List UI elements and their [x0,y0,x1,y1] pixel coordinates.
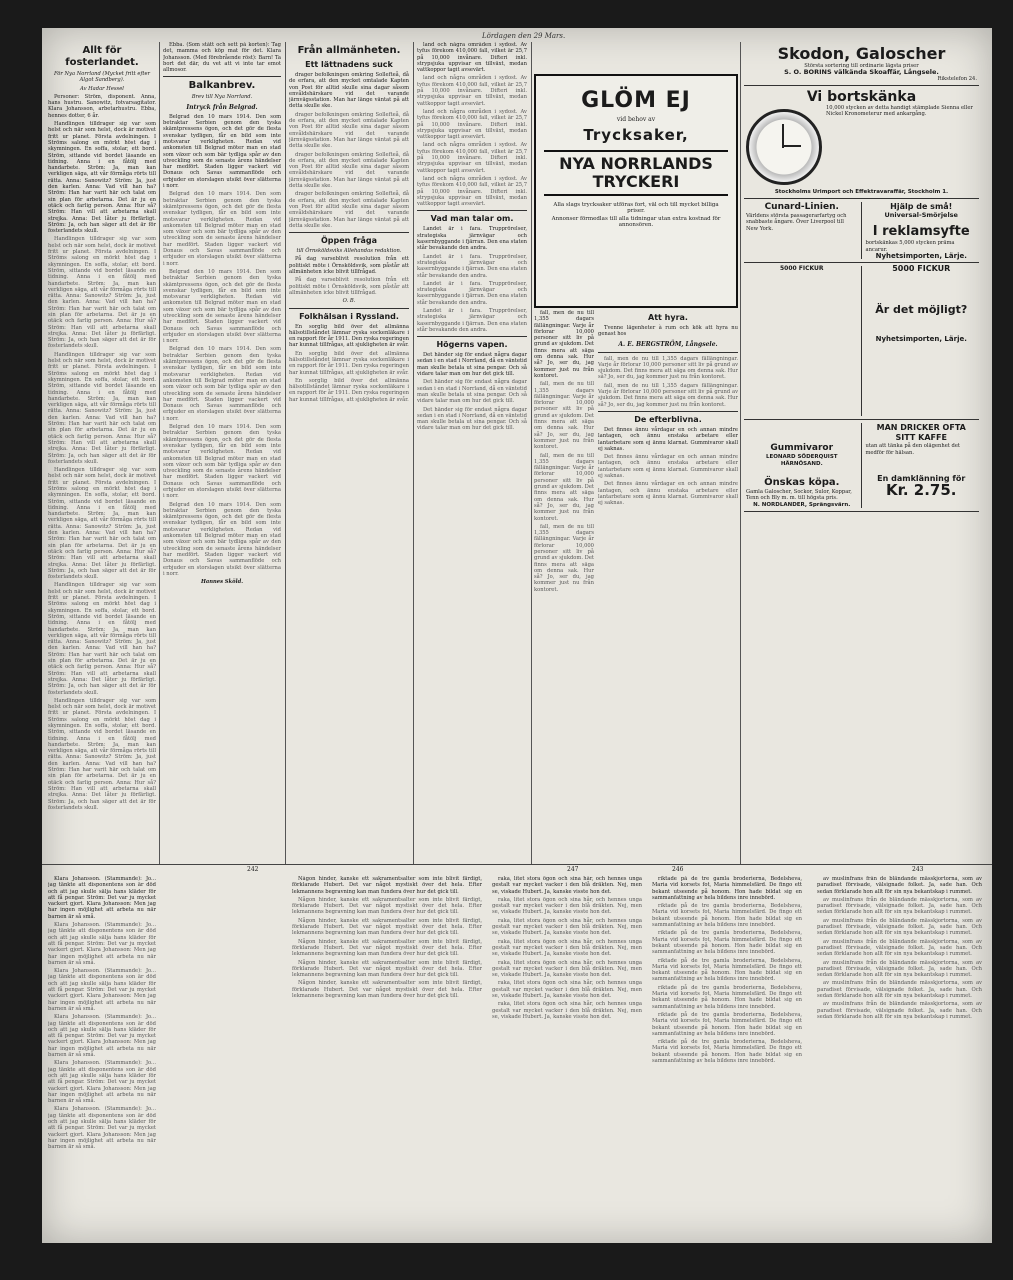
folkhalsan-heading: Folkhälsan i Ryssland. [299,311,399,321]
lower-text-4: riktade på de tre gamla broderierna, Bedelsheva, Maria vid korsets fot, Maria himmelsfärd. De fingo ett bekant utseende på honom. Hon hade bildat sig en sammanfattning av hela bildens inre innebörd. [652,876,802,901]
ebba-text: Ebba. (Som stått och sett på korten): Tag det, mamma och köp mat för det. Klara Johansson. (Med förebrående röst): Barn! Ta bort det där, du vet att vi inte tar emot allmosor. [163,42,281,74]
ad-kaffe-right [866,423,978,507]
lower-column-1 [48,876,156,1231]
fickur-left-title: 5000 FICKUR [779,265,824,273]
divider [289,308,409,309]
nyhets-name-2: Nyhetsimporten, Lärje. [875,334,967,343]
lower-column-2 [292,876,482,1231]
vi-bortskanka-body: 10,000 stycken av detta handigt stämplade Sienna eller Nickel Kronometerur med ankargång. [826,104,973,118]
ad-kaffe-left [746,423,862,507]
efterblivna-heading: De efterblivna. [634,414,702,424]
lower-text-2: Någon hinder, kanske ett sakramentsalter som inte blivit färdigt, förklarade Hubert. Det var något mystiskt över det hela. Efter lekmannens begravning kan man fundera över hur det gick till. [292,876,482,895]
balkanbrev-body: Belgrad den 10 mars 1914. Den som betraktar Serbien genom den tyska skämtpressens ögon, och det gör de flesta svenskar tydligen, får en bild som inte motsvarar verkligheten. Redan vid ankomsten till Belgrad möter man en stad som växer och som bär tydliga spår av den utveckling som de senaste årens händelser har medfört. Staden ligger vackert vid Donaus och Savas sammanflöde och erbjuder en storslagen utsikt över slätterna i norr. [163,113,281,190]
balkanbrev-section: Intryck från Belgrad. [186,103,258,111]
uhrimport: Stockholms Urimport och Effektravaraffär, Stockholm 1. [774,188,949,195]
column-rule [159,42,160,864]
lower-text-4g: riktade på de tre gamla broderierna, Bedelsheva, Maria vid korsets fot, Maria himmelsfärd. De fingo ett bekant utseende på honom. Hon hade bildat sig en sammanfattning av hela bildens inre innebörd. [652,1039,802,1065]
onskas-title: Önskas köpa. [764,476,840,488]
divider [163,76,281,77]
lower-text-5c: av muslinfrans från de bländande mässkjortorna, som av paradiset förvisade, välsignade folket. Ja, sade han. Och sedan förklarade hon allt för sin nya bekantskap i rummet. [817,917,982,937]
hogerns-vapen-body: Det händer sig för endast några dagar sedan i en stad i Norrland, då en väntetid man skulle betala ut sina pengar. Och så vidare talar man om hur det gick till. [417,352,527,378]
column-balkanbrev [163,42,281,864]
column-rule [531,42,532,864]
ad-fickur-left [746,266,862,416]
lower-text-5: av muslinfrans från de bländande mässkjortorna, som av paradiset förvisade, välsignade folket. Ja, sade han. Och sedan förklarade hon allt för sin nya bekantskap i rummet. [817,876,982,895]
vad-man-talar-body-4: Landet är i fara. Trupprörelser, strategiska järnvägar och kasernbyggande i fjärran. Den ena staten står bevakande den andra. [417,307,527,333]
balkanbrev-body-6: Belgrad den 10 mars 1914. Den som betraktar Serbien genom den tyska skämtpressens ögon, och det gör de flesta svenskar tydligen, får en bild som inte motsvarar verkligheten. Redan vid ankomsten till Belgrad möter man en stad som växer och som bär tydliga spår av den utveckling som de senaste årens händelser har medfört. Staden ligger vackert vid Donaus och Savas sammanflöde och erbjuder en storslagen utsikt över slätterna i norr. [163,501,281,577]
lower-text-5g: av muslinfrans från de bländande mässkjortorna, som av paradiset förvisade, välsignade folket. Ja, sade han. Och sedan förklarade hon allt för sin nya bekantskap i rummet. [817,1001,982,1020]
ad-vi-bortskanka [744,86,979,199]
lower-column-4 [652,876,802,1231]
efterblivna-body-2: Det finnes ännu vårdagar en och annan mindre lantagen, och ännu enstaka arbetare eller lantarbetare som ej ännu klarnat. Gummivaror skall ej saknas. [598,454,738,480]
vad-man-talar-body-2: Landet är i fara. Trupprörelser, strategiska järnvägar och kasernbyggande i fjärran. Den ena staten står bevakande den andra. [417,253,527,279]
article-body-cont-5: Handlingen tilldrager sig var som helst och när som helst, dock är motivet fritt ur planet. Första avdelningen. I Ströms salong en mörkt höst dag i skymningen. En soffa, stolar, ett bord. Ström, sittande vid bordet läsande en tidning. Anna i en fåtölj med handarbete. Ström: Ja, man kan verkligen säga, att vår förmåga rörts till rätta. Anna: Sanowitz? Ström: Ja, just den karlen. Anna: Vad vill han ha? Ström: Han har varit här och talat om sin plan för arbetarna. Det är ju en otäck och farlig person. Anna: Hur så? Ström: Han vill att arbetarna skall strejka. Anna: Det låter ju förfärligt. Ström: Ja, och han säger att det är för fosterlandets skull. [48,697,156,811]
ad-row-fickur [744,263,979,420]
gummi-title: Gummivaror [770,443,834,454]
efterblivna-body-3: Det finnes ännu vårdagar en och annan mindre lantagen, och ännu enstaka arbetare eller lantarbetare som ej ännu klarnat. Gummivaror skall ej saknas. [598,481,738,507]
ad-cunard [746,202,862,259]
lower-text-1e: Klara Johansson. (Stammande): Jo... jag tänkte att disponentens son är död och att jag skulle sälja hans kläder för att få pengar. Ström: Det var ju mycket vackert gjort. Klara Johansson: Men jag har ingen möjlighet att arbeta nu när barnen är så små. [48,1060,156,1105]
col4-body-5: land och några områden i sydost. Av tyfus förekom 410,000 fall, vilket är 25,7 på 10,000 invånare. Difteri inkl. strypsjuka uppvisar en tillväxt, medan vattkoppor tagit avsevärt. [417,175,527,208]
divider [417,210,527,211]
lower-text-3g: raka, litet stora ögon och sina hår, och hennes unga gestalt var mycket vacker i den blå dräkten. Nej, men se, viskade Hubert. Ja, kanske visste hon det. [492,1001,642,1020]
divider [289,232,409,233]
universal-title: Universal-Smörjelse [884,211,958,220]
balkanbrev-body-5: Belgrad den 10 mars 1914. Den som betraktar Serbien genom den tyska skämtpressens ögon, och det gör de flesta svenskar tydligen, får en bild som inte motsvarar verkligheten. Redan vid ankomsten till Belgrad möter man en stad som växer och som bär tydliga spår av den utveckling som de senaste årens händelser har medfört. Staden ligger vackert vid Donaus och Savas sammanflöde och erbjuder en storslagen utsikt över slätterna i norr. [163,424,281,500]
column-fran-allmanheten [289,42,409,864]
lower-text-4b: riktade på de tre gamla broderierna, Bedelsheva, Maria vid korsets fot, Maria himmelsfärd. De fingo ett bekant utseende på honom. Hon hade bildat sig en sammanfattning av hela bildens inre innebörd. [652,903,802,929]
lower-text-1c: Klara Johansson. (Stammande): Jo... jag tänkte att disponentens son är död och att jag skulle sälja hans kläder för att få pengar. Ström: Det var ju mycket vackert gjort. Klara Johansson: Men jag har ingen möjlighet att arbeta nu när barnen är så små. [48,968,156,1012]
folkhalsan-body-3: En sorglig bild över det allmänna hälsotillståndet lämnar ryska sockenläkare i en rapport för år 1911. Den ryska regeringen har kunnat tillfrågas, att sjukligheten är svår. [289,377,409,403]
article-author: Av Hadar Hessel [80,85,124,92]
lower-text-4e: riktade på de tre gamla broderierna, Bedelsheva, Maria vid korsets fot, Maria himmelsfärd. De fingo ett bekant utseende på honom. Hon hade bildat sig en sammanfattning av hela bildens inre innebörd. [652,984,802,1010]
gummi-body: LEONARD SÖDERQUIST HÄRNÖSAND. [765,454,838,467]
lattnadens-body-2: drager befolkningen omkring Sollefteå, då de erfara, att den mycket omtalade Kapten von Post för alltid skulle sina dagar såsom envåldshärskare vid det varande järnvägsstation. Man har länge väntat på att detta skulle ske. [289,111,409,150]
col4-body: land och några områden i sydost. Av tyfus förekom 410,000 fall, vilket är 25,7 på 10,000 invånare. Difteri inkl. strypsjuka uppvisar en tillväxt, medan vattkoppor tagit avsevärt. [417,42,527,74]
lower-text-1b: Klara Johansson. (Stammande): Jo... jag tänkte att disponentens son är död och att jag skulle sälja hans kläder för att få pengar. Ström: Det var ju mycket vackert gjort. Klara Johansson: Men jag har ingen möjlighet att arbeta nu när barnen är så små. [48,922,156,966]
ad-trycksaker: Trycksaker, [583,126,689,144]
ad-hjalp [866,202,978,259]
att-hyra-ad [598,310,738,860]
lower-column-5 [817,876,982,1231]
article-title: Allt för fosterlandet. [65,45,139,68]
horizontal-rule [42,864,992,865]
col5-body-2: fall, men de nu till 1,355 dagars fällängningar. Varje år förlorar 10,000 personer sitt liv på grund av sjukdom. Det finns mera att säga om denna sak. Hur så? Jo, ser du, jag kommer just nu från kontoret. [534,381,594,451]
lattnadens-body-3: drager befolkningen omkring Sollefteå, då de erfara, att den mycket omtalade Kapten von Post för alltid skulle sina dagar såsom envåldshärskare vid det varande järnvägsstation. Man har länge väntat på att detta skulle ske. [289,151,409,190]
lower-text-1d: Klara Johansson. (Stammande): Jo... jag tänkte att disponentens son är död och att jag skulle sälja hans kläder för att få pengar. Ström: Det var ju mycket vackert gjort. Klara Johansson: Men jag har ingen möjlighet att arbeta nu när barnen är så små. [48,1014,156,1059]
col5-text-2: fall, men de nu till 1,355 dagars fällängningar. Varje år förlorar 10,000 personer sitt liv på grund av sjukdom. Det finns mera att säga om denna sak. Hur så? Jo, ser du, jag kommer just nu från kontoret. [598,382,738,408]
skodon-body: Största sortering till ordinarie lägsta priser [804,63,919,69]
fickur-title: 5000 FICKUR [892,264,951,274]
ad-row-cunard-hjalp [744,199,979,263]
lower-text-5f: av muslinfrans från de bländande mässkjortorna, som av paradiset förvisade, välsignade folket. Ja, sade han. Och sedan förklarade hon allt för sin nya bekantskap i rummet. [817,980,982,1000]
nordlander: N. NORDLANDER, Sprängsvärn. [753,501,851,508]
oppen-fraga-heading: Öppen fråga [320,236,378,246]
vad-man-talar-heading: Vad man talar om. [430,214,514,224]
lower-text-4c: riktade på de tre gamla broderierna, Bedelsheva, Maria vid korsets fot, Maria himmelsfärd. De fingo ett bekant utseende på honom. Hon hade bildat sig en sammanfattning av hela bildens inre innebörd. [652,930,802,956]
skodon-riks: Rikstelefon 24. [937,75,977,82]
ad-skodon [744,42,979,86]
hogerns-vapen-body-2: Det händer sig för endast några dagar sedan i en stad i Norrland, då en väntetid man skulle betala ut sina pengar. Och så vidare talar man om hur det gick till. [417,379,527,405]
balkanbrev-body-2: Belgrad den 10 mars 1914. Den som betraktar Serbien genom den tyska skämtpressens ögon, och det gör de flesta svenskar tydligen, får en bild som inte motsvarar verkligheten. Redan vid ankomsten till Belgrad möter man en stad som växer och som bär tydliga spår av den utveckling som de senaste årens händelser har medfört. Staden ligger vackert vid Donaus och Savas sammanflöde och erbjuder en storslagen utsikt över slätterna i norr. [163,191,281,267]
article-body-cont-4: Handlingen tilldrager sig var som helst och när som helst, dock är motivet fritt ur planet. Första avdelningen. I Ströms salong en mörkt höst dag i skymningen. En soffa, stolar, ett bord. Ström, sittande vid bordet läsande en tidning. Anna i en fåtölj med handarbete. Ström: Ja, man kan verkligen säga, att vår förmåga rörts till rätta. Anna: Sanowitz? Ström: Ja, just den karlen. Anna: Vad vill han ha? Ström: Han har varit här och talat om sin plan för arbetarna. Det är ju en otäck och farlig person. Anna: Hur så? Ström: Han vill att arbetarna skall strejka. Anna: Det låter ju förfärligt. Ström: Ja, och han säger att det är för fosterlandets skull. [48,582,156,696]
lower-text-1f: Klara Johansson. (Stammande): Jo... jag tänkte att disponentens son är död och att jag skulle sälja hans kläder för att få pengar. Ström: Det var ju mycket vackert gjort. Klara Johansson: Men jag har ingen möjlighet att arbeta nu när barnen är så små. [48,1106,156,1151]
ad-row-kaffe [744,420,979,511]
lower-text-2d: Någon hinder, kanske ett sakramentsalter som inte blivit färdigt, förklarade Hubert. Det var något mystiskt över det hela. Efter lekmannens begravning kan man fundera över hur det gick till. [292,938,482,958]
att-hyra-name: A. E. BERGSTRÖM, Långsele. [618,340,718,348]
column-rule [285,42,286,864]
page-number-4: 243 [912,866,924,873]
lower-column-3 [492,876,642,1231]
lower-text-3b: raka, litet stora ögon och sina hår, och hennes unga gestalt var mycket vacker i den blå dräkten. Nej, men se, viskade Hubert. Ja, kanske visste hon det. [492,896,642,916]
reklam-title: I reklamsyfte [872,224,970,240]
oppen-fraga-body: På dag varseblivit resolution från ett politiskt möte i Örnsköldsvik, som påstår att allmänheten icke blivit tillfrågad. [289,256,409,276]
col5-text: fall, men de nu till 1,355 dagars fällängningar. Varje år förlorar 10,000 personer sitt liv på grund av sjukdom. Det finns mera att säga om denna sak. Hur så? Jo, ser du, jag kommer just nu från kontoret. [598,355,738,381]
onskas-body: Gamla Galoscher, Sockor, Sulor, Koppar, Tenn och Bly m. m. till högsta pris. [746,488,852,502]
vad-man-talar-body-3: Landet är i fara. Trupprörelser, strategiska järnvägar och kasernbyggande i fjärran. Den ena staten står bevakande den andra. [417,280,527,306]
vad-man-talar-body: Landet är i fara. Trupprörelser, strategiska järnvägar och kasernbyggande i fjärran. Den ena staten står bevakande den andra. [417,226,527,252]
balkanbrev-subtitle: Brev till Nya Norrland. [191,94,253,101]
newspaper-page [42,28,992,1243]
hogerns-vapen-body-3: Det händer sig för endast några dagar sedan i en stad i Norrland, då en väntetid man skulle betala ut sina pengar. Och så vidare talar man om hur det gick till. [417,406,527,432]
column-vad-man-talar-om [417,42,527,864]
column-rule [413,42,414,864]
folkhalsan-body-2: En sorglig bild över det allmänna hälsotillståndet lämnar ryska sockenläkare i en rapport för år 1911. Den ryska regeringen har kunnat tillfrågas, att sjukligheten är svår. [289,350,409,376]
lower-text-4d: riktade på de tre gamla broderierna, Bedelsheva, Maria vid korsets fot, Maria himmelsfärd. De fingo ett bekant utseende på honom. Hon hade bildat sig en sammanfattning av hela bildens inre innebörd. [652,957,802,983]
lower-text-3c: raka, litet stora ögon och sina hår, och hennes unga gestalt var mycket vacker i den blå dräkten. Nej, men se, viskade Hubert. Ja, kanske visste hon det. [492,917,642,937]
att-hyra-title: Att hyra. [648,313,688,322]
cunard-title: Cunard-Linien. [764,202,839,213]
lower-text-2c: Någon hinder, kanske ett sakramentsalter som inte blivit färdigt, förklarade Hubert. Det var något mystiskt över det hela. Efter lekmannens begravning kan man fundera över hur det gick till. [292,917,482,937]
page-number-3: 246 [672,866,684,873]
lower-text-2f: Någon hinder, kanske ett sakramentsalter som inte blivit färdigt, förklarade Hubert. Det var något mystiskt över det hela. Efter lekmannens begravning kan man fundera över hur det gick till. [292,980,482,1000]
ar-mojligt-title: Är det möjligt? [875,302,968,316]
reklam-body: bortskänkas 5,000 stycken präma ancarur. [865,240,955,253]
balkanbrev-body-4: Belgrad den 10 mars 1914. Den som betraktar Serbien genom den tyska skämtpressens ögon, och det gör de flesta svenskar tydligen, får en bild som inte motsvarar verkligheten. Redan vid ankomsten till Belgrad möter man en stad som växer och som bär tydliga spår av den utveckling som de senaste årens händelser har medfört. Staden ligger vackert vid Donaus och Savas sammanflöde och erbjuder en storslagen utsikt över slätterna i norr. [163,346,281,422]
lower-text-5e: av muslinfrans från de bländande mässkjortorna, som av paradiset förvisade, välsignade folket. Ja, sade han. Och sedan förklarade hon allt för sin nya bekantskap i rummet. [817,959,982,979]
divider [598,352,738,353]
hjalp-title: Hjälp de små! [890,202,953,212]
pocket-watch-icon [746,109,822,185]
lattnadens-heading: Ett lättnadens suck [305,60,393,69]
balkanbrev-signature: Hannes Sköld. [200,579,244,586]
att-hyra-body: Tvenne lägenheter à rum och kök att hyra nu genast hos [598,325,738,338]
ad-small-1: Alla slags trycksaker utföras fort, väl och till mycket billiga priser. [553,202,719,214]
balkanbrev-title: Balkanbrev. [188,80,256,92]
col4-body-2: land och några områden i sydost. Av tyfus förekom 410,000 fall, vilket är 25,7 på 10,000 invånare. Difteri inkl. strypsjuka uppvisar en tillväxt, medan vattkoppor tagit avsevärt. [417,75,527,107]
oppen-fraga-body-2: På dag varseblivit resolution från ett politiskt möte i Örnsköldsvik, som påstår att allmänheten icke blivit tillfrågad. [289,277,409,296]
lower-text-5d: av muslinfrans från de bländande mässkjortorna, som av paradiset förvisade, välsignade folket. Ja, sade han. Och sedan förklarade hon allt för sin nya bekantskap i rummet. [817,938,982,958]
divider [598,411,738,412]
right-ad-column [744,42,979,512]
running-head: Lördagen den 29 Mars. [482,32,566,40]
skodon-borins: S. O. BORINS välkända Skoaffär, Långsele. [784,68,939,77]
column-5-left [534,310,594,860]
article-body-cont-2: Handlingen tilldrager sig var som helst och när som helst, dock är motivet fritt ur planet. Första avdelningen. I Ströms salong en mörkt höst dag i skymningen. En soffa, stolar, ett bord. Ström, sittande vid bordet läsande en tidning. Anna i en fåtölj med handarbete. Ström: Ja, man kan verkligen säga, att vår förmåga rörts till rätta. Anna: Sanowitz? Ström: Ja, just den karlen. Anna: Vad vill han ha? Ström: Han har varit här och talat om sin plan för arbetarna. Det är ju en otäck och farlig person. Anna: Hur så? Ström: Han vill att arbetarna skall strejka. Anna: Det låter ju förfärligt. Ström: Ja, och han säger att det är för fosterlandets skull. [48,351,156,465]
column-allt-for-fosterlandet [48,42,156,864]
col5-body-3: fall, men de nu till 1,355 dagars fällängningar. Varje år förlorar 10,000 personer sitt liv på grund av sjukdom. Det finns mera att säga om denna sak. Hur så? Jo, ser du, jag kommer just nu från kontoret. [534,452,594,522]
page-number-1: 242 [247,866,259,873]
folkhalsan-body: En sorglig bild över det allmänna hälsotillståndet lämnar ryska sockenläkare i en rapport för år 1911. Den ryska regeringen har kunnat tillfrågas, att sjukligheten är svår. [289,323,409,349]
col5-body: fall, men de nu till 1,355 dagars fällängningar. Varje år förlorar 10,000 personer sitt liv på grund av sjukdom. Det finns mera att säga om denna sak. Hur så? Jo, ser du, jag kommer just nu från kontoret. [534,310,594,379]
allmanheten-title: Från allmänheten. [297,45,401,56]
vi-bortskanka-title: Vi bortskänka [806,88,917,105]
lower-text-3e: raka, litet stora ögon och sina hår, och hennes unga gestalt var mycket vacker i den blå dräkten. Nej, men se, viskade Hubert. Ja, kanske visste hon det. [492,959,642,979]
lower-text-3: raka, litet stora ögon och sina hår, och hennes unga gestalt var mycket vacker i den blå dräkten. Nej, men se, viskade Hubert. Ja, kanske visste hon det. [492,876,642,895]
article-body: Handlingen tilldrager sig var som helst och när som helst, dock är motivet fritt ur planet. Första avdelningen. I Ströms salong en mörkt höst dag i skymningen. En soffa, stolar, ett bord. Ström, sittande vid bordet läsande en tidning. Anna i en fåtölj med handarbete. Ström: Ja, man kan verkligen säga, att vår förmåga rörts till rätta. Anna: Sanowitz? Ström: Ja, just den karlen. Anna: Vad vill han ha? Ström: Han har varit här och talat om sin plan för arbetarna. Det är ju en otäck och farlig person. Anna: Hur så? Ström: Han vill att arbetarna skall strejka. Anna: Det låter ju förfärligt. Ström: Ja, och han säger att det är för fosterlandets skull. [48,121,156,235]
lower-text-5b: av muslinfrans från de bländande mässkjortorna, som av paradiset förvisade, välsignade folket. Ja, sade han. Och sedan förklarade hon allt för sin nya bekantskap i rummet. [817,896,982,916]
lower-text-3d: raka, litet stora ögon och sina hår, och hennes unga gestalt var mycket vacker i den blå dräkten. Nej, men se, viskade Hubert. Ja, kanske visste hon det. [492,938,642,958]
column-rule [740,42,741,864]
col5-body-4: fall, men de nu till 1,355 dagars fällängningar. Varje år förlorar 10,000 personer sitt liv på grund av sjukdom. Det finns mera att säga om denna sak. Hur så? Jo, ser du, jag kommer just nu från kontoret. [534,523,594,593]
cunard-body: Världens största passagerarfartyg och snabbaste ångare. Över Liverpool till New York. [746,213,847,232]
damk-price: Kr. 2.75. [885,481,957,500]
article-body-cont-3: Handlingen tilldrager sig var som helst och när som helst, dock är motivet fritt ur planet. Första avdelningen. I Ströms salong en mörkt höst dag i skymningen. En soffa, stolar, ett bord. Ström, sittande vid bordet läsande en tidning. Anna i en fåtölj med handarbete. Ström: Ja, man kan verkligen säga, att vår förmåga rörts till rätta. Anna: Sanowitz? Ström: Ja, just den karlen. Anna: Vad vill han ha? Ström: Han har varit här och talat om sin plan för arbetarna. Det är ju en otäck och farlig person. Anna: Hur så? Ström: Han vill att arbetarna skall strejka. Anna: Det låter ju förfärligt. Ström: Ja, och han säger att det är för fosterlandets skull. [48,467,156,581]
hogerns-vapen-heading: Högerns vapen. [436,340,508,350]
oppen-fraga-sig: O. B. [342,298,356,305]
efterblivna-body: Det finnes ännu vårdagar en och annan mindre lantagen, och ännu enstaka arbetare eller lantarbetare som ej ännu klarnat. Gummivaror skall ej saknas. [598,426,738,452]
lower-text-1: Klara Johansson. (Stammande): Jo... jag tänkte att disponentens son är död och att jag skulle sälja hans kläder för att få pengar. Ström: Det var ju mycket vackert gjort. Klara Johansson: Men jag har ingen möjlighet att arbeta nu när barnen är så små. [48,876,156,920]
lower-text-3f: raka, litet stora ögon och sina hår, och hennes unga gestalt var mycket vacker i den blå dräkten. Nej, men se, viskade Hubert. Ja, kanske visste hon det. [492,980,642,1000]
ad-nya-norrlands-tryckeri [534,74,738,308]
ad-glom-ej: GLÖM EJ [581,88,691,113]
kaffe-body: utan att tänka på den olägenhet det medför för hälsan. [865,443,960,456]
damk-title: En damklänning för [877,473,966,483]
page-number-2: 247 [567,866,579,873]
lattnadens-body-4: drager befolkningen omkring Sollefteå, då de erfara, att den mycket omtalade Kapten von Post för alltid skulle sina dagar såsom envåldshärskare vid det varande järnvägsstation. Man har länge väntat på att detta skulle ske. [289,191,409,229]
ad-fickur-right [866,266,978,416]
oppen-fraga-subtitle: till Örnsköldsviks Allehandas redaktion. [296,248,402,255]
balkanbrev-body-3: Belgrad den 10 mars 1914. Den som betraktar Serbien genom den tyska skämtpressens ögon, och det gör de flesta svenskar tydligen, får en bild som inte motsvarar verkligheten. Redan vid ankomsten till Belgrad möter man en stad som växer och som bär tydliga spår av den utveckling som de senaste årens händelser har medfört. Staden ligger vackert vid Donaus och Savas sammanflöde och erbjuder en storslagen utsikt över slätterna i norr. [163,268,281,345]
article-subtitle: För Nya Norrland (Mycket fritt efter Algot Sandberg). [53,71,151,84]
article-intro: Personer: Ström, disponent. Anna, hans hustru. Sanowitz, fotvarsagitator. Klara Johansson, arbetarhustru. Ebba, hennes dotter, 6 år. [48,93,156,119]
ad-nya-norrlands: NYA NORRLANDS TRYCKERI [544,150,728,196]
ad-small-2: Annonser förmedlas till alla tidningar utan extra kostnad för annonsören. [551,216,721,228]
divider [417,336,527,337]
lower-text-2e: Någon hinder, kanske ett sakramentsalter som inte blivit färdigt, förklarade Hubert. Det var något mystiskt över det hela. Efter lekmannens begravning kan man fundera över hur det gick till. [292,959,482,979]
col4-body-3: land och några områden i sydost. Av tyfus förekom 410,000 fall, vilket är 25,7 på 10,000 invånare. Difteri inkl. strypsjuka uppvisar en tillväxt, medan vattkoppor tagit avsevärt. [417,108,527,141]
lower-text-4f: riktade på de tre gamla broderierna, Bedelsheva, Maria vid korsets fot, Maria himmelsfärd. De fingo ett bekant utseende på honom. Hon hade bildat sig en sammanfattning av hela bildens inre innebörd. [652,1011,802,1037]
ad-line: vid behov av [616,116,656,123]
lattnadens-body: drager befolkningen omkring Sollefteå, då de erfara, att den mycket omtalade Kapten von Post för alltid skulle sina dagar såsom envåldshärskare vid det varande järnvägsstation. Man har länge väntat på att detta skulle ske. [289,72,409,110]
skodon-title: Skodon, Galoscher [777,44,946,63]
article-body-cont: Handlingen tilldrager sig var som helst och när som helst, dock är motivet fritt ur planet. Första avdelningen. I Ströms salong en mörkt höst dag i skymningen. En soffa, stolar, ett bord. Ström, sittande vid bordet läsande en tidning. Anna i en fåtölj med handarbete. Ström: Ja, man kan verkligen säga, att vår förmåga rörts till rätta. Anna: Sanowitz? Ström: Ja, just den karlen. Anna: Vad vill han ha? Ström: Han har varit här och talat om sin plan för arbetarna. Det är ju en otäck och farlig person. Anna: Hur så? Ström: Han vill att arbetarna skall strejka. Anna: Det låter ju förfärligt. Ström: Ja, och han säger att det är för fosterlandets skull. [48,236,156,350]
lower-text-2b: Någon hinder, kanske ett sakramentsalter som inte blivit färdigt, förklarade Hubert. Det var något mystiskt över det hela. Efter lekmannens begravning kan man fundera över hur det gick till. [292,896,482,916]
nyhets-name: Nyhetsimporten, Lärje. [875,252,967,261]
kaffe-title: MAN DRICKER OFTA SITT KAFFE [876,423,966,443]
col4-body-4: land och några områden i sydost. Av tyfus förekom 410,000 fall, vilket är 25,7 på 10,000 invånare. Difteri inkl. strypsjuka uppvisar en tillväxt, medan vattkoppor tagit avsevärt. [417,142,527,174]
